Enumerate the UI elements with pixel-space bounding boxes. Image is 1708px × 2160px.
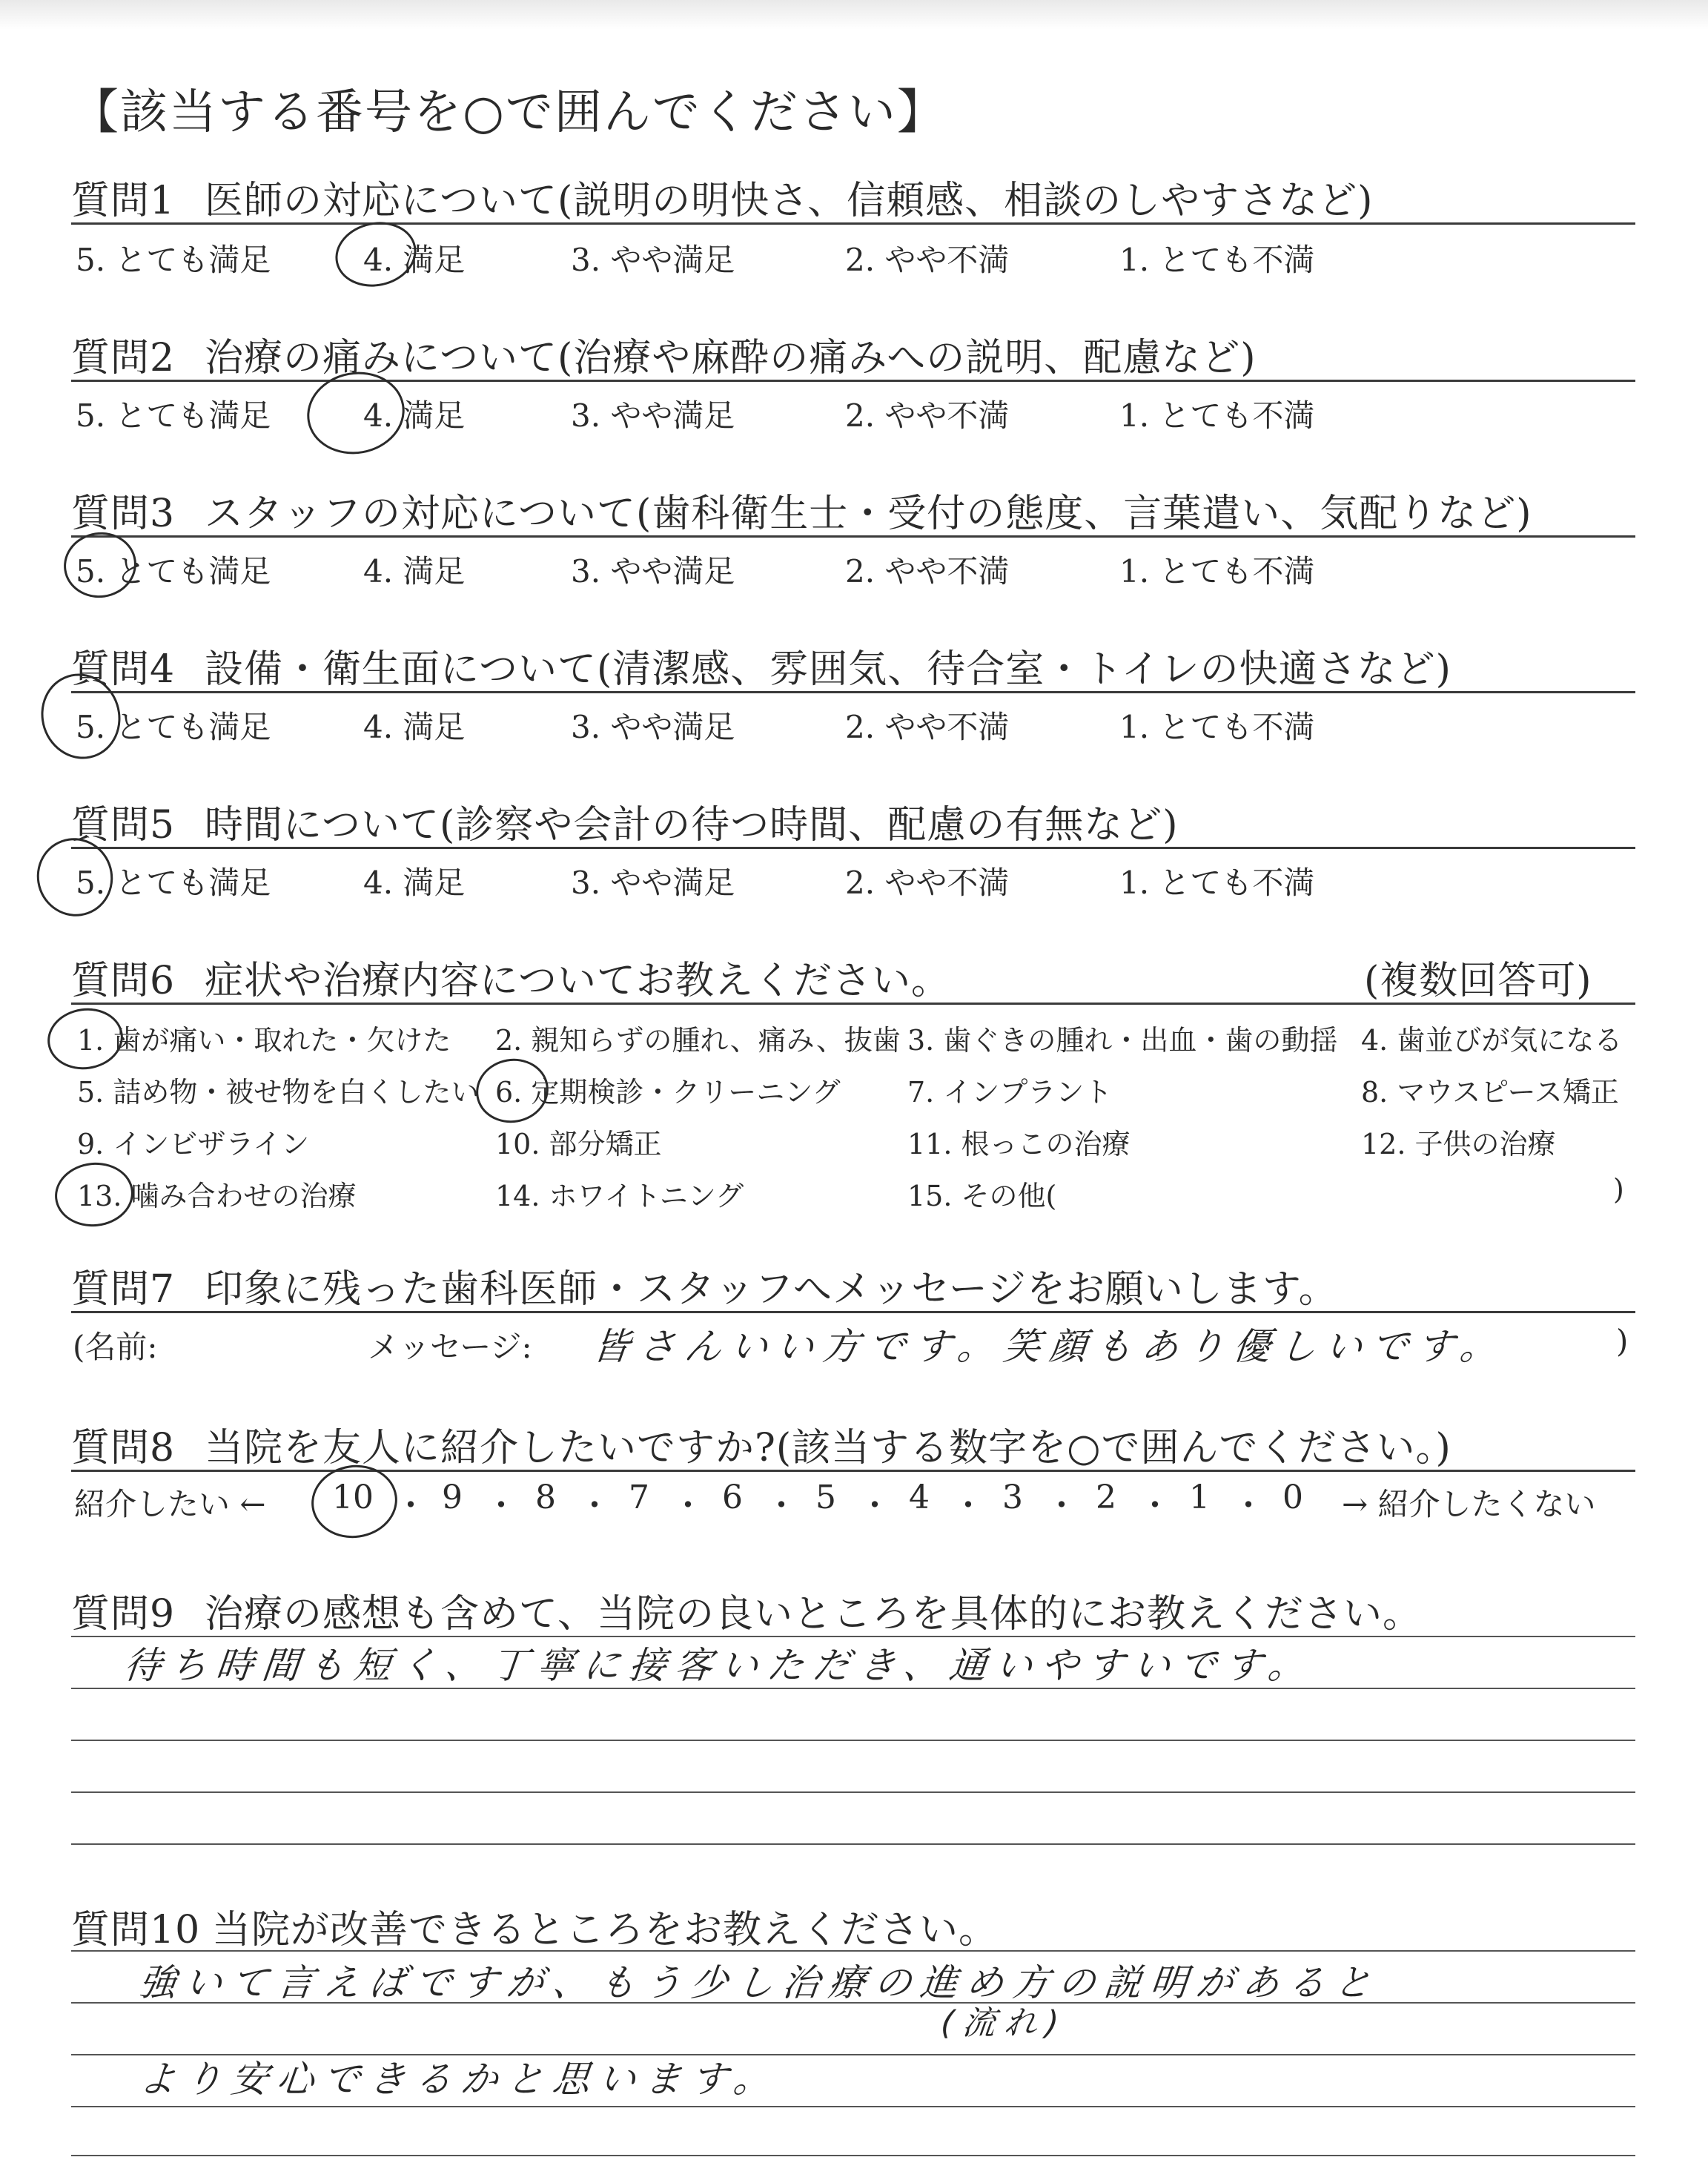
- q1-option-3[interactable]: 3. やや満足: [571, 242, 735, 278]
- q9-answer-line: [71, 1688, 1635, 1689]
- q8-sep: ・: [765, 1487, 798, 1525]
- question-5-rule: [71, 847, 1635, 849]
- q3-option-2[interactable]: 2. やや不満: [845, 553, 1010, 589]
- q8-scale-2[interactable]: 2: [1096, 1479, 1116, 1516]
- q10-answer-insert[interactable]: (流れ): [939, 2004, 1070, 2042]
- question-4-label: 質問4: [71, 647, 176, 692]
- question-4-text: 設備・衛生面について(清潔感、雰囲気、待合室・トイレの快適さなど): [205, 647, 1452, 692]
- q9-answer-line: [71, 1740, 1635, 1741]
- q6-item-15[interactable]: 15. その他(: [907, 1180, 1057, 1212]
- q8-sep: ・: [1232, 1487, 1265, 1525]
- question-7-text: 印象に残った歯科医師・スタッフへメッセージをお願いします。: [205, 1267, 1338, 1312]
- q8-sep: ・: [1139, 1487, 1171, 1525]
- q5-option-4[interactable]: 4. 満足: [363, 865, 466, 901]
- q7-message-handwritten[interactable]: 皆さんいい方です。笑顔もあり優しいです。: [590, 1325, 1509, 1368]
- question-8-rule: [71, 1470, 1635, 1472]
- q4-option-2[interactable]: 2. やや不満: [845, 709, 1010, 745]
- q2-option-2[interactable]: 2. やや不満: [845, 397, 1010, 434]
- q8-sep: ・: [578, 1487, 611, 1525]
- q6-item-8[interactable]: 8. マウスピース矯正: [1361, 1076, 1619, 1109]
- question-3-text: スタッフの対応について(歯科衛生士・受付の態度、言葉遣い、気配りなど): [205, 492, 1532, 536]
- q6-item-14[interactable]: 14. ホワイトニング: [495, 1180, 744, 1212]
- q8-answer-circle: [307, 1459, 403, 1543]
- question-9-label: 質問9: [71, 1592, 176, 1636]
- q10-answer-line: [71, 2155, 1635, 2156]
- q8-right-label: → 紹介したくない: [1342, 1486, 1596, 1522]
- q8-sep: ・: [952, 1487, 984, 1525]
- q6-item-11[interactable]: 11. 根っこの治療: [907, 1128, 1131, 1160]
- q9-answer-line: [71, 1791, 1635, 1793]
- q6-item-1[interactable]: 1. 歯が痛い・取れた・欠けた: [77, 1024, 451, 1057]
- question-6-label: 質問6: [71, 959, 176, 1003]
- q7-close-paren: ): [1616, 1323, 1629, 1359]
- q2-option-3[interactable]: 3. やや満足: [571, 397, 735, 434]
- q6-item-6[interactable]: 6. 定期検診・クリーニング: [495, 1076, 841, 1109]
- question-3-rule: [71, 535, 1635, 538]
- question-10-text: 当院が改善できるところをお教えください。: [212, 1908, 999, 1952]
- q8-sep: ・: [1045, 1487, 1078, 1525]
- q8-scale-6[interactable]: 6: [722, 1479, 743, 1516]
- question-7-label: 質問7: [71, 1267, 176, 1312]
- q3-option-1[interactable]: 1. とても不満: [1119, 553, 1315, 589]
- q6-item-3[interactable]: 3. 歯ぐきの腫れ・出血・歯の動揺: [907, 1024, 1338, 1057]
- q3-option-4[interactable]: 4. 満足: [363, 553, 466, 589]
- q8-scale-7[interactable]: 7: [629, 1479, 649, 1516]
- page-title: 【該当する番号を○で囲んでください】: [71, 85, 946, 140]
- question-3-label: 質問3: [71, 492, 176, 536]
- question-6-note: (複数回答可): [1364, 959, 1592, 1003]
- q10-answer-line: [71, 2106, 1635, 2107]
- q5-option-3[interactable]: 3. やや満足: [571, 865, 735, 901]
- question-7-rule: [71, 1311, 1635, 1313]
- q4-option-1[interactable]: 1. とても不満: [1119, 709, 1315, 745]
- q9-answer-handwritten[interactable]: 待ち時間も短く、丁寧に接客いただき、通いやすいです。: [122, 1644, 1317, 1687]
- q8-scale-8[interactable]: 8: [535, 1479, 556, 1516]
- question-5-text: 時間について(診察や会計の待つ時間、配慮の有無など): [205, 803, 1179, 848]
- question-2-text: 治療の痛みについて(治療や麻酔の痛みへの説明、配慮など): [205, 336, 1257, 380]
- q4-option-4[interactable]: 4. 満足: [363, 709, 466, 745]
- q6-selected-circle-1: [44, 1003, 127, 1074]
- question-6-rule: [71, 1003, 1635, 1005]
- q6-item-7[interactable]: 7. インプラント: [907, 1076, 1113, 1109]
- q4-option-3[interactable]: 3. やや満足: [571, 709, 735, 745]
- question-5-label: 質問5: [71, 803, 176, 848]
- question-2-label: 質問2: [71, 336, 176, 380]
- q6-item-2[interactable]: 2. 親知らずの腫れ、痛み、抜歯: [495, 1024, 901, 1057]
- question-6-text: 症状や治療内容についてお教えください。: [205, 959, 950, 1003]
- q8-left-label: 紹介したい ←: [74, 1486, 266, 1522]
- q2-option-1[interactable]: 1. とても不満: [1119, 397, 1315, 434]
- q6-item-9[interactable]: 9. インビザライン: [77, 1128, 310, 1160]
- q6-item-10[interactable]: 10. 部分矯正: [495, 1128, 662, 1160]
- q7-name-label: (名前:: [73, 1329, 158, 1365]
- q10-answer-line: [71, 2002, 1635, 2004]
- q8-scale-1[interactable]: 1: [1189, 1479, 1210, 1516]
- q8-scale-4[interactable]: 4: [909, 1479, 930, 1516]
- q2-option-5[interactable]: 5. とても満足: [76, 397, 271, 434]
- question-1-rule: [71, 222, 1635, 225]
- q9-answer-line: [71, 1843, 1635, 1845]
- q10-answer-line-1[interactable]: 強いて言えばですが、もう少し治療の進め方の説明があると: [136, 1961, 1383, 2004]
- q1-option-1[interactable]: 1. とても不満: [1119, 242, 1315, 278]
- q1-option-4[interactable]: 4. 満足: [363, 242, 466, 278]
- question-10-label: 質問10: [71, 1908, 201, 1952]
- q6-selected-circle-13: [52, 1159, 136, 1231]
- q8-sep: ・: [394, 1487, 427, 1525]
- q8-sep: ・: [672, 1487, 704, 1525]
- q6-selected-circle-6: [471, 1053, 553, 1129]
- question-9-text: 治療の感想も含めて、当院の良いところを具体的にお教えください。: [205, 1592, 1422, 1636]
- q6-item-5[interactable]: 5. 詰め物・被せ物を白くしたい: [77, 1076, 480, 1109]
- q5-option-1[interactable]: 1. とても不満: [1119, 865, 1315, 901]
- q10-answer-line-2[interactable]: より安心できるかと思います。: [136, 2058, 782, 2101]
- q1-option-2[interactable]: 2. やや不満: [845, 242, 1010, 278]
- q8-scale-10[interactable]: 10: [332, 1479, 374, 1516]
- q8-sep: ・: [485, 1487, 517, 1525]
- q4-option-5[interactable]: 5. とても満足: [76, 709, 271, 745]
- question-2-rule: [71, 380, 1635, 382]
- q3-option-3[interactable]: 3. やや満足: [571, 553, 735, 589]
- q5-option-2[interactable]: 2. やや不満: [845, 865, 1010, 901]
- q5-option-5[interactable]: 5. とても満足: [76, 865, 271, 901]
- q6-item-12[interactable]: 12. 子供の治療: [1361, 1128, 1556, 1160]
- q6-item-13[interactable]: 13. 噛み合わせの治療: [77, 1180, 357, 1212]
- scan-edge: [0, 0, 1708, 30]
- q7-message-label: メッセージ:: [368, 1329, 532, 1365]
- q3-option-5[interactable]: 5. とても満足: [76, 553, 271, 589]
- q8-scale-5[interactable]: 5: [815, 1479, 836, 1516]
- q10-answer-line: [71, 1950, 1635, 1952]
- question-1-label: 質問1: [71, 179, 176, 223]
- q8-scale-3[interactable]: 3: [1002, 1479, 1023, 1516]
- q1-option-5[interactable]: 5. とても満足: [76, 242, 271, 278]
- question-8-text: 当院を友人に紹介したいですか?(該当する数字を○で囲んでください。): [205, 1426, 1452, 1470]
- question-4-rule: [71, 691, 1635, 693]
- q6-item-4[interactable]: 4. 歯並びが気になる: [1361, 1024, 1623, 1057]
- question-1-text: 医師の対応について(説明の明快さ、信頼感、相談のしやすさなど): [205, 179, 1374, 223]
- q8-scale-0[interactable]: 0: [1282, 1479, 1303, 1516]
- q6-item-15-close: ): [1613, 1173, 1624, 1206]
- q8-sep: ・: [858, 1487, 891, 1525]
- q8-scale-9[interactable]: 9: [442, 1479, 463, 1516]
- question-8-label: 質問8: [71, 1426, 176, 1470]
- q1-answer-circle: [329, 215, 422, 294]
- q2-option-4[interactable]: 4. 満足: [363, 397, 466, 434]
